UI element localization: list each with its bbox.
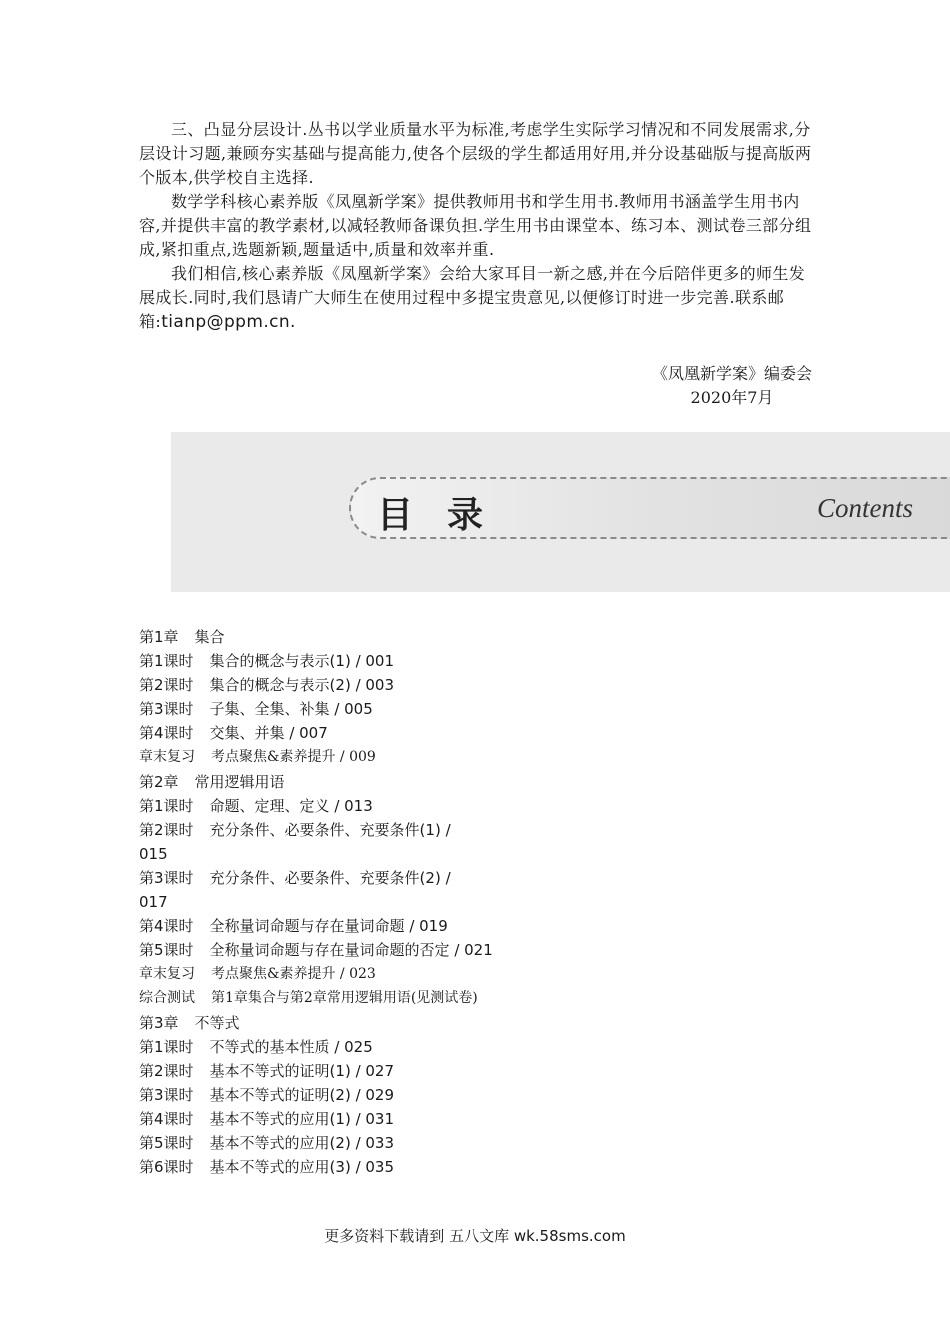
toc-label: 第2课时 bbox=[139, 676, 194, 695]
toc-label: 第3课时 bbox=[139, 700, 194, 719]
toc-label: 章末复习 bbox=[139, 966, 195, 983]
preface-text bbox=[139, 118, 814, 334]
signature-org: 《凤凰新学案》编委会 bbox=[651, 364, 812, 383]
toc-title: 基本不等式的证明(1) / 027 bbox=[209, 1061, 395, 1080]
toc-label: 第1章 bbox=[139, 628, 179, 646]
toc-title: 集合 bbox=[194, 628, 225, 646]
toc-entry bbox=[139, 697, 759, 721]
toc-entry bbox=[139, 649, 759, 673]
preface-paragraph-2: 数学学科核心素养版《凤凰新学案》提供教师用书和学生用书.教师用书涵盖学生用书内容,并提供丰富的教学素材,以减轻教师备课负担.学生用书由课堂本、练习本、测试卷三部分组成,紧扣重点,选题新颖,题量适中,质量和效率并重. bbox=[139, 192, 812, 259]
toc-entry bbox=[139, 866, 479, 914]
toc-title: 全称量词命题与存在量词命题的否定 / 021 bbox=[209, 941, 493, 960]
toc-title: 充分条件、必要条件、充要条件(1) / 015 bbox=[139, 820, 451, 863]
toc-title: 基本不等式的应用(3) / 035 bbox=[209, 1158, 395, 1177]
toc-entry bbox=[139, 745, 759, 769]
toc-entry bbox=[139, 986, 759, 1010]
toc-title: 充分条件、必要条件、充要条件(2) / 017 bbox=[139, 868, 451, 912]
toc-label: 第1课时 bbox=[139, 1037, 194, 1056]
toc-entry bbox=[139, 914, 479, 938]
toc-entry bbox=[139, 721, 759, 745]
toc-entry bbox=[139, 1083, 759, 1107]
preface-lead: 三、凸显分层设计. bbox=[171, 120, 308, 139]
toc-entry bbox=[139, 1131, 759, 1155]
signature bbox=[652, 362, 812, 410]
toc-entry bbox=[139, 673, 759, 697]
contents-banner bbox=[171, 432, 950, 592]
toc-label: 第2章 bbox=[139, 772, 179, 791]
toc-title: 子集、全集、补集 / 005 bbox=[209, 700, 373, 719]
toc-title: 基本不等式的应用(2) / 033 bbox=[209, 1133, 395, 1152]
contact-email: tianp@ppm.cn. bbox=[161, 312, 296, 332]
toc-label: 第3章 bbox=[139, 1013, 179, 1032]
toc-chapter bbox=[139, 625, 759, 649]
toc-title: 集合的概念与表示(1) / 001 bbox=[209, 652, 395, 671]
toc-chapter bbox=[139, 770, 759, 794]
toc-title: 命题、定理、定义 / 013 bbox=[209, 796, 373, 815]
toc-label: 第2课时 bbox=[139, 1061, 194, 1080]
toc-label: 第6课时 bbox=[139, 1158, 194, 1177]
toc-label: 第4课时 bbox=[139, 917, 194, 936]
signature-date: 2020年7月 bbox=[690, 388, 774, 407]
toc-label: 章末复习 bbox=[139, 749, 195, 766]
toc-title: 第1章集合与第2章常用逻辑用语(见测试卷) bbox=[211, 990, 478, 1007]
preface-paragraph-3: 我们相信,核心素养版《凤凰新学案》会给大家耳目一新之感,并在今后陪伴更多的师生发展成长.同时,我们恳请广大师生在使用过程中多提宝贵意见,以便修订时进一步完善.联系邮箱:tianp@ppm.cn. bbox=[139, 264, 806, 332]
toc-title: 不等式 bbox=[194, 1013, 240, 1032]
toc-label: 第5课时 bbox=[139, 1133, 194, 1152]
toc-title: 基本不等式的应用(1) / 031 bbox=[209, 1109, 395, 1128]
toc-entry bbox=[139, 962, 759, 986]
toc-title: 常用逻辑用语 bbox=[194, 772, 285, 791]
toc-entry bbox=[139, 794, 759, 818]
toc-entry bbox=[139, 1155, 759, 1179]
toc-entry bbox=[139, 1059, 759, 1083]
toc-label: 第5课时 bbox=[139, 941, 194, 960]
contents-pill bbox=[349, 477, 950, 539]
toc-label: 第1课时 bbox=[139, 796, 194, 815]
toc-chapter bbox=[139, 1011, 759, 1035]
footer-note: 更多资料下载请到 五八文库 wk.58sms.com bbox=[324, 1227, 626, 1245]
toc-title: 考点聚焦&素养提升 / 009 bbox=[211, 749, 376, 766]
toc-title: 不等式的基本性质 / 025 bbox=[209, 1037, 373, 1056]
table-of-contents bbox=[139, 625, 759, 1179]
toc-entry bbox=[139, 818, 479, 866]
toc-label: 第1课时 bbox=[139, 652, 194, 671]
toc-title: 考点聚焦&素养提升 / 023 bbox=[211, 966, 376, 983]
toc-label: 第2课时 bbox=[139, 820, 194, 839]
toc-label: 综合测试 bbox=[139, 990, 195, 1007]
toc-label: 第3课时 bbox=[139, 1085, 194, 1104]
preface-paragraph-1: 三、凸显分层设计.丛书以学业质量水平为标准,考虑学生实际学习情况和不同发展需求,分层设计习题,兼顾夯实基础与提高能力,使各个层级的学生都适用好用,并分设基础版与提高版两个版本,供学校自主选择. bbox=[139, 120, 812, 187]
contents-title: 目录 bbox=[377, 495, 518, 536]
toc-title: 集合的概念与表示(2) / 003 bbox=[209, 676, 395, 695]
toc-title: 交集、并集 / 007 bbox=[209, 724, 328, 743]
contents-subtitle: Contents bbox=[817, 493, 914, 523]
toc-title: 基本不等式的证明(2) / 029 bbox=[209, 1085, 395, 1104]
toc-label: 第4课时 bbox=[139, 724, 194, 743]
toc-label: 第3课时 bbox=[139, 868, 194, 887]
toc-label: 第4课时 bbox=[139, 1109, 194, 1128]
toc-entry bbox=[139, 1035, 759, 1059]
toc-entry bbox=[139, 1107, 759, 1131]
toc-title: 全称量词命题与存在量词命题 / 019 bbox=[209, 917, 448, 936]
toc-entry bbox=[139, 938, 759, 962]
